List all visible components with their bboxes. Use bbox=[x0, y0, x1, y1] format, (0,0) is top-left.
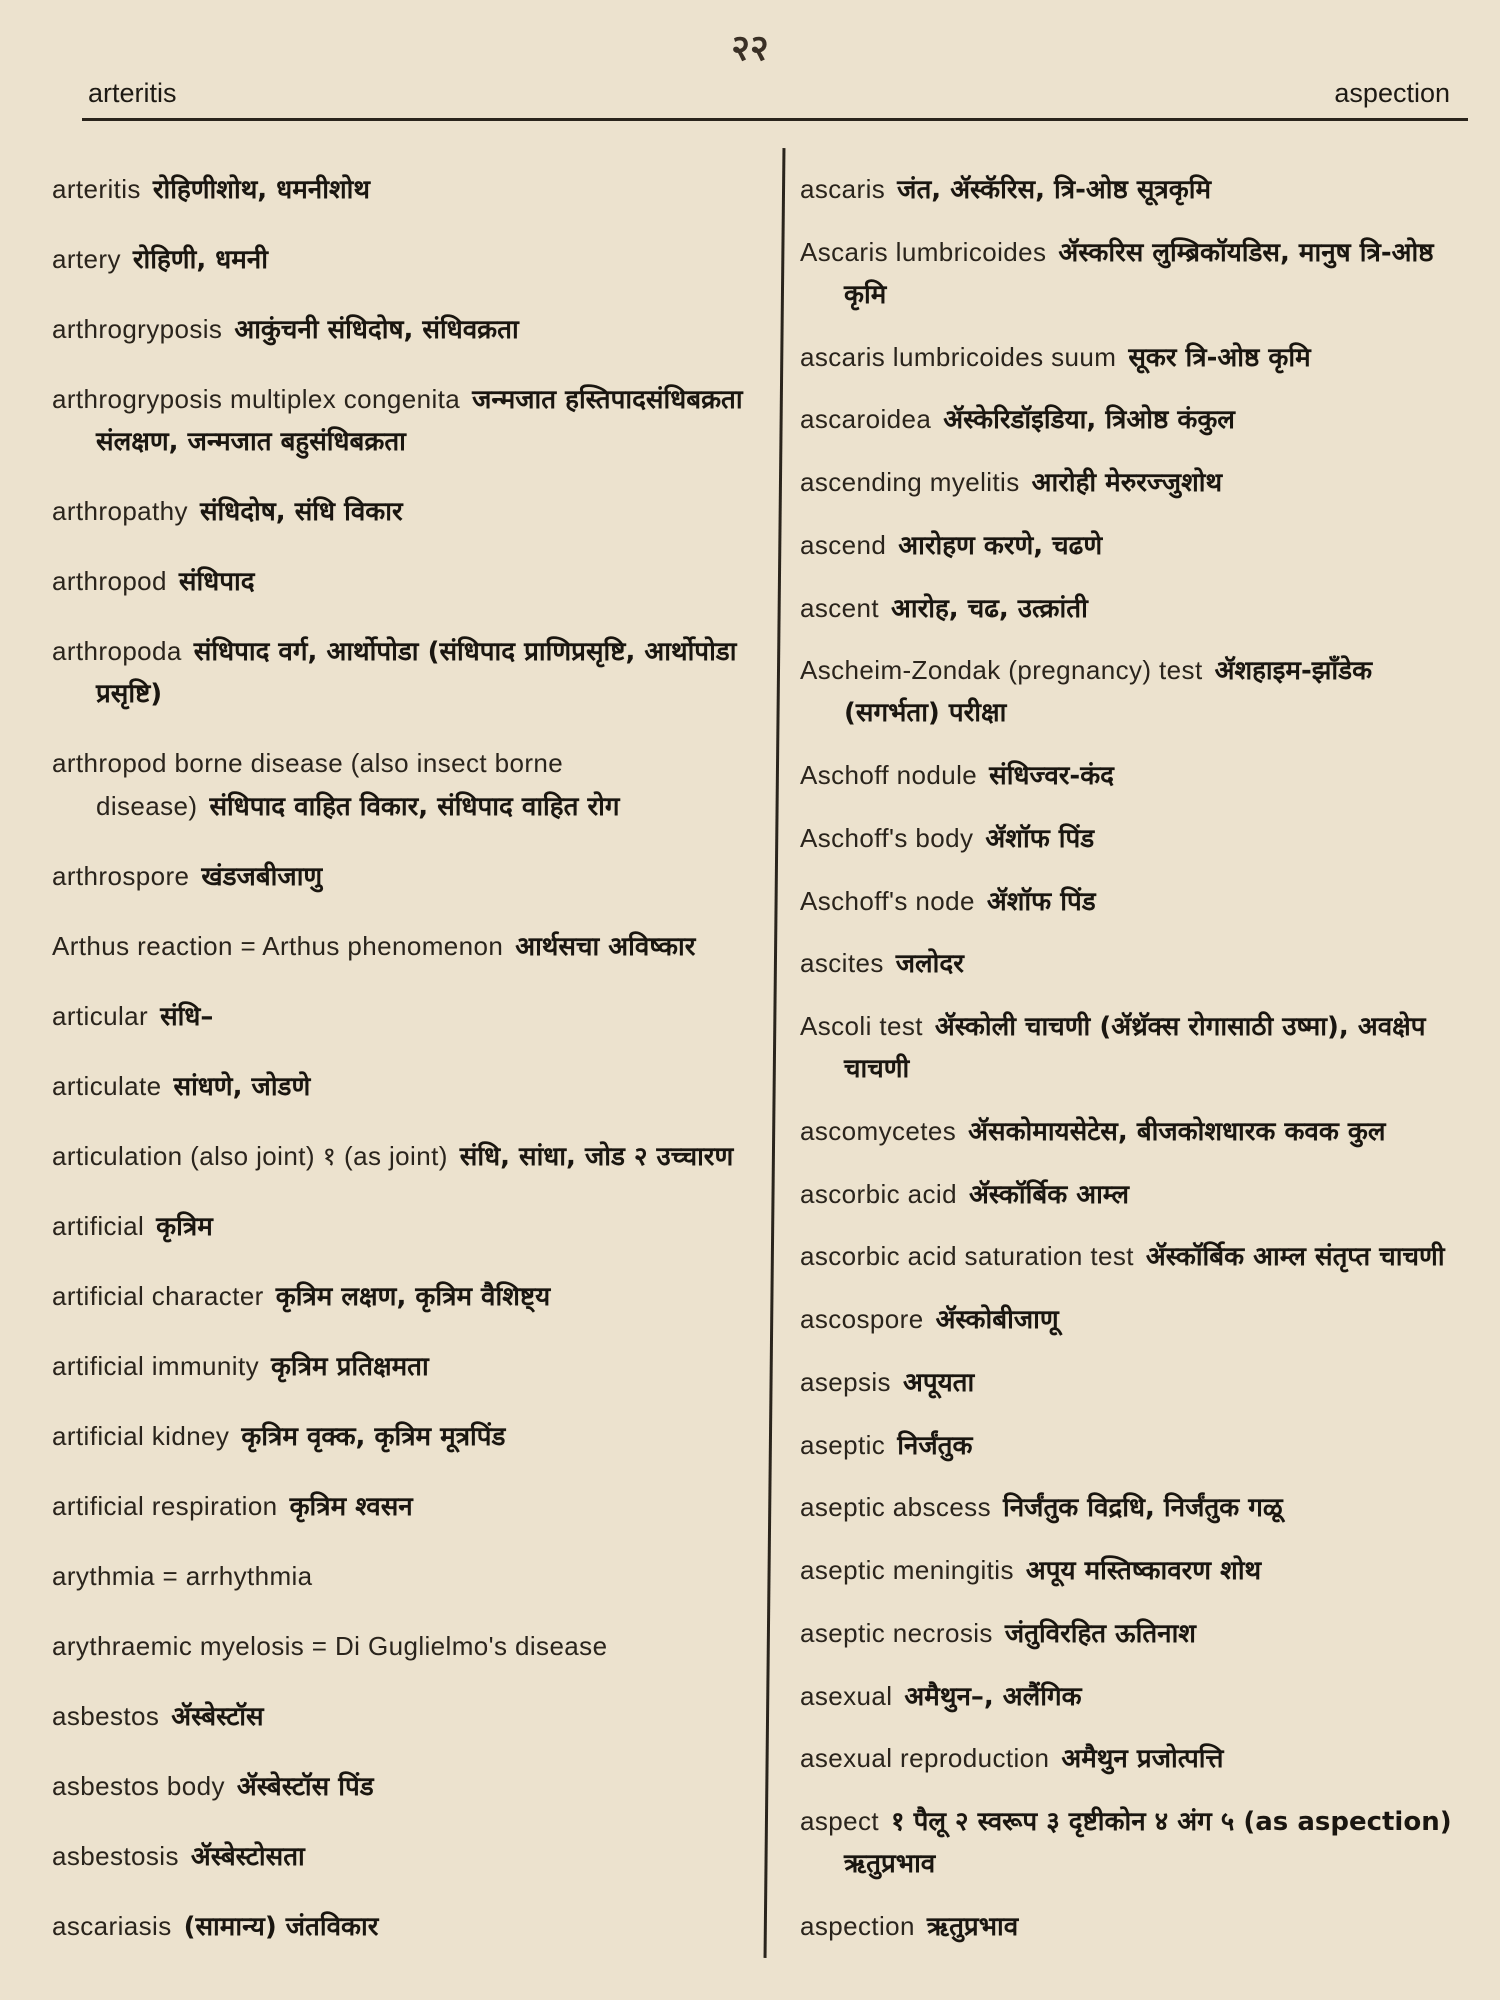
dictionary-entry bbox=[800, 1737, 1460, 1780]
dictionary-entry bbox=[800, 1675, 1460, 1718]
entry-term: ascaris lumbricoides suum bbox=[800, 341, 1117, 372]
entry-definition: जंत, ॲस्कॅरिस, त्रि-ओष्ठ सूत्रकृमि bbox=[897, 175, 1212, 205]
entry-definition: ॲस्कोबीजाणू bbox=[935, 1305, 1059, 1335]
entry-term: artificial bbox=[52, 1211, 145, 1241]
dictionary-entry bbox=[800, 942, 1460, 985]
entry-term: ascorbic acid saturation test bbox=[800, 1241, 1134, 1272]
entry-term: Ascheim-Zondak (pregnancy) test bbox=[800, 655, 1203, 686]
entry-term: ascaris bbox=[800, 174, 886, 204]
left-column bbox=[52, 168, 752, 1948]
entry-definition: रोहिणी, धमनी bbox=[132, 245, 268, 275]
entry-term: Ascoli test bbox=[800, 1011, 923, 1041]
dictionary-entry bbox=[800, 231, 1460, 316]
entry-definition: आकुंचनी संधिदोष, संधिवक्रता bbox=[234, 315, 519, 345]
entry-definition: ॲशॉफ पिंड bbox=[985, 823, 1095, 854]
entry-term: ascomycetes bbox=[800, 1115, 957, 1146]
entry-term: Aschoff nodule bbox=[800, 760, 978, 790]
entry-definition: संधि– bbox=[160, 1002, 214, 1032]
entry-definition: ॲस्बेस्टॉस bbox=[171, 1702, 264, 1732]
entry-term: artificial immunity bbox=[52, 1351, 259, 1381]
entry-term: arythraemic myelosis = Di Guglielmo's disease bbox=[52, 1631, 608, 1661]
dictionary-entry bbox=[800, 1173, 1460, 1216]
entry-definition: ॲशहाइम-झाँडेक (सगर्भता) परीक्षा bbox=[844, 656, 1373, 729]
entry-definition: संधिपाद bbox=[178, 567, 255, 597]
entry-term: arthropod borne disease (also insect borne disease) bbox=[52, 748, 564, 821]
entry-definition: ॲशॉफ पिंड bbox=[986, 886, 1096, 917]
dictionary-entry bbox=[800, 1005, 1460, 1090]
entry-definition: निर्जंतुक bbox=[897, 1430, 973, 1461]
dictionary-entry bbox=[52, 1275, 752, 1318]
entry-term: arthropod bbox=[52, 566, 167, 596]
dictionary-entry bbox=[52, 1345, 752, 1388]
dictionary-entry bbox=[800, 1110, 1460, 1153]
entry-term: Aschoff's body bbox=[800, 822, 974, 853]
dictionary-entry bbox=[52, 168, 752, 211]
column-divider bbox=[764, 148, 786, 1958]
dictionary-entry bbox=[800, 1235, 1460, 1278]
dictionary-entry bbox=[52, 1695, 752, 1738]
entry-definition: रोहिणीशोथ, धमनीशोथ bbox=[152, 175, 370, 205]
page-number: २२ bbox=[731, 27, 769, 69]
entry-term: ascospore bbox=[800, 1304, 924, 1334]
dictionary-entry bbox=[800, 587, 1460, 630]
dictionary-entry bbox=[52, 630, 752, 715]
dictionary-entry bbox=[52, 855, 752, 898]
header-guide-word-left: arteritis bbox=[88, 78, 177, 108]
entry-term: artificial kidney bbox=[52, 1421, 230, 1451]
entry-term: Ascaris lumbricoides bbox=[800, 236, 1047, 267]
entry-definition: संधिज्वर-कंद bbox=[989, 761, 1114, 791]
entry-definition: अपूय मस्तिष्कावरण शोथ bbox=[1025, 1556, 1262, 1586]
dictionary-entry bbox=[800, 1905, 1460, 1948]
entry-definition: कृत्रिम bbox=[156, 1212, 213, 1242]
dictionary-entry bbox=[800, 1549, 1460, 1592]
dictionary-entry bbox=[52, 1135, 752, 1178]
entry-definition: आरोहण करणे, चढणे bbox=[898, 530, 1103, 561]
entry-definition: १ पैलू २ स्वरूप ३ दृष्टीकोन ४ अंग ५ (as aspection) ऋतुप्रभाव bbox=[844, 1807, 1452, 1879]
entry-term: asexual bbox=[800, 1680, 893, 1711]
entry-term: arthrogryposis multiplex congenita bbox=[52, 384, 461, 414]
entry-term: arthrogryposis bbox=[52, 314, 223, 344]
dictionary-entry bbox=[800, 817, 1460, 860]
entry-definition: आरोह, चढ, उत्क्रांती bbox=[891, 593, 1088, 624]
entry-definition: ॲस्कॉर्बिक आम्ल bbox=[968, 1179, 1129, 1210]
entry-definition: ॲस्बेस्टोसता bbox=[190, 1842, 305, 1872]
dictionary-entry bbox=[800, 398, 1460, 441]
dictionary-entry bbox=[800, 1800, 1460, 1885]
entry-term: aspect bbox=[800, 1806, 880, 1836]
dictionary-entry bbox=[52, 742, 752, 828]
dictionary-entry bbox=[800, 649, 1460, 734]
header-rule bbox=[82, 118, 1468, 121]
entry-definition: ॲस्केरिडॉइडिया, त्रिओष्ठ कंकुल bbox=[943, 405, 1235, 436]
dictionary-entry bbox=[800, 461, 1460, 504]
entry-term: aseptic bbox=[800, 1429, 886, 1460]
dictionary-entry bbox=[52, 238, 752, 281]
entry-definition: जलोदर bbox=[895, 949, 964, 980]
entry-definition: संधि, सांधा, जोड २ उच्चारण bbox=[459, 1142, 734, 1172]
entry-definition: अमैथुन–, अलैंगिक bbox=[904, 1681, 1082, 1712]
entry-definition: सूकर त्रि-ओष्ठ कृमि bbox=[1128, 342, 1311, 373]
dictionary-entry bbox=[800, 1298, 1460, 1341]
entry-definition: कृत्रिम लक्षण, कृत्रिम वैशिष्ट्य bbox=[275, 1282, 551, 1312]
entry-definition: (सामान्य) जंतविकार bbox=[183, 1912, 379, 1942]
dictionary-entry bbox=[52, 1205, 752, 1248]
dictionary-entry bbox=[52, 1835, 752, 1878]
dictionary-entry bbox=[52, 1415, 752, 1458]
entry-definition: अमैथुन प्रजोत्पत्ति bbox=[1061, 1744, 1224, 1775]
dictionary-entry bbox=[800, 1424, 1460, 1467]
entry-definition: सांधणे, जोडणे bbox=[173, 1072, 311, 1102]
dictionary-entry bbox=[52, 1625, 752, 1668]
entry-definition: आर्थसचा अविष्कार bbox=[515, 932, 696, 962]
dictionary-entry bbox=[52, 1905, 752, 1948]
entry-definition: जंतुविरहित ऊतिनाश bbox=[1004, 1618, 1196, 1649]
dictionary-entry bbox=[52, 1765, 752, 1808]
entry-term: asbestosis bbox=[52, 1841, 179, 1871]
dictionary-entry bbox=[52, 1065, 752, 1108]
entry-term: aspection bbox=[800, 1910, 915, 1941]
entry-term: articular bbox=[52, 1001, 149, 1031]
entry-definition: निर्जंतुक विद्रधि, निर्जंतुक गळू bbox=[1002, 1493, 1283, 1524]
entry-term: ascaroidea bbox=[800, 404, 932, 435]
entry-term: aseptic necrosis bbox=[800, 1617, 993, 1648]
entry-term: arthrospore bbox=[52, 861, 190, 891]
dictionary-entry bbox=[800, 1612, 1460, 1655]
dictionary-entry bbox=[800, 336, 1460, 379]
entry-term: arteritis bbox=[52, 174, 141, 204]
entry-term: articulate bbox=[52, 1071, 162, 1101]
entry-term: ascent bbox=[800, 592, 880, 623]
entry-term: asexual reproduction bbox=[800, 1743, 1050, 1774]
dictionary-entry bbox=[52, 1485, 752, 1528]
entry-term: ascariasis bbox=[52, 1911, 172, 1941]
entry-definition: अपूयता bbox=[902, 1367, 975, 1398]
dictionary-entry bbox=[52, 995, 752, 1038]
entry-term: aseptic meningitis bbox=[800, 1555, 1014, 1585]
dictionary-entry bbox=[52, 378, 752, 463]
header-guide-word-right: aspection bbox=[1334, 78, 1450, 108]
dictionary-entry bbox=[52, 308, 752, 351]
entry-definition: कृत्रिम वृक्क, कृत्रिम मूत्रपिंड bbox=[241, 1422, 506, 1452]
dictionary-entry bbox=[52, 560, 752, 603]
dictionary-entry bbox=[800, 754, 1460, 797]
entry-definition: खंडजबीजाणु bbox=[201, 862, 323, 892]
entry-term: ascend bbox=[800, 529, 887, 560]
entry-term: articulation (also joint) १ (as joint) bbox=[52, 1141, 448, 1171]
dictionary-entry bbox=[800, 1361, 1460, 1404]
entry-term: ascending myelitis bbox=[800, 467, 1020, 497]
entry-term: arthropathy bbox=[52, 496, 188, 526]
entry-definition: संधिदोष, संधि विकार bbox=[199, 497, 403, 527]
entry-definition: ॲस्कॉर्बिक आम्ल संतृप्त चाचणी bbox=[1145, 1242, 1445, 1273]
entry-definition: ऋतुप्रभाव bbox=[926, 1911, 1019, 1942]
entry-term: ascorbic acid bbox=[800, 1178, 957, 1209]
entry-term: asbestos body bbox=[52, 1771, 225, 1801]
entry-term: Aschoff's node bbox=[800, 885, 975, 916]
right-column bbox=[800, 168, 1460, 1948]
entry-term: asbestos bbox=[52, 1701, 160, 1731]
entry-definition: संधिपाद वर्ग, आर्थोपोडा (संधिपाद प्राणिप्रसृष्टि, आर्थोपोडा प्रसृष्टि) bbox=[96, 637, 737, 709]
entry-term: Arthus reaction = Arthus phenomenon bbox=[52, 931, 504, 961]
dictionary-entry bbox=[800, 168, 1460, 211]
entry-definition: ॲस्करिस लुम्ब्रिकॉयडिस, मानुष त्रि-ओष्ठ कृमि bbox=[844, 237, 1434, 310]
entry-term: ascites bbox=[800, 948, 884, 979]
dictionary-entry bbox=[52, 925, 752, 968]
dictionary-entry bbox=[800, 880, 1460, 923]
dictionary-entry bbox=[800, 524, 1460, 567]
entry-definition: ॲस्बेस्टॉस पिंड bbox=[236, 1772, 374, 1802]
entry-term: artificial character bbox=[52, 1281, 264, 1311]
dictionary-entry bbox=[52, 1555, 752, 1598]
entry-term: arythmia = arrhythmia bbox=[52, 1561, 313, 1591]
dictionary-entry bbox=[52, 490, 752, 533]
entry-definition: संधिपाद वाहित विकार, संधिपाद वाहित रोग bbox=[209, 792, 620, 822]
entry-definition: कृत्रिम श्वसन bbox=[289, 1492, 413, 1522]
entry-definition: कृत्रिम प्रतिक्षमता bbox=[270, 1352, 429, 1382]
entry-definition: ॲसकोमायसेटेस, बीजकोशधारक कवक कुल bbox=[968, 1116, 1386, 1147]
dictionary-entry bbox=[800, 1486, 1460, 1529]
entry-definition: आरोही मेरुरज्जुशोथ bbox=[1031, 468, 1223, 498]
entry-term: arthropoda bbox=[52, 636, 182, 666]
entry-definition: जन्मजात हस्तिपादसंधिबक्रता संलक्षण, जन्मजात बहुसंधिबक्रता bbox=[96, 385, 743, 457]
entry-term: artificial respiration bbox=[52, 1491, 278, 1521]
entry-term: aseptic abscess bbox=[800, 1492, 991, 1523]
entry-term: artery bbox=[52, 244, 121, 274]
entry-term: asepsis bbox=[800, 1366, 891, 1397]
entry-definition: ॲस्कोली चाचणी (ॲथ्रॅक्स रोगासाठी उष्मा), अवक्षेप चाचणी bbox=[844, 1012, 1426, 1084]
